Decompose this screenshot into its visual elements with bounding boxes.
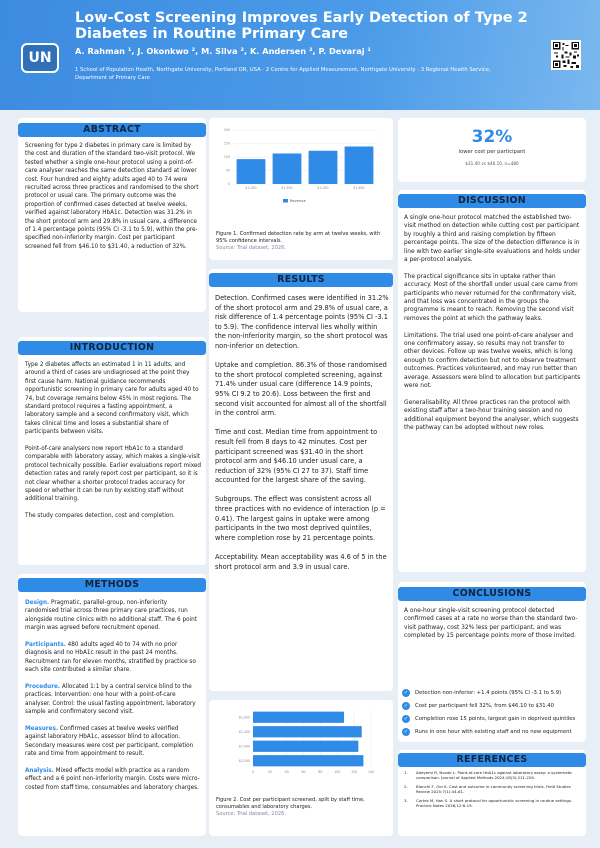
bar [253,755,363,766]
results-heading: RESULTS [209,273,393,287]
poster-header [0,0,600,110]
y-tick-label: 50 [225,168,230,173]
x-tick-label: 60 [301,770,306,774]
figure1-chart [213,120,389,228]
reference-number: 2. [404,783,408,789]
check-icon: ✓ [403,690,409,696]
x-tick-label: 0 [251,770,255,774]
methods-label: Analysis. [25,768,54,775]
methods-label: Measures. [25,726,58,733]
reference-number: 1. [404,770,408,775]
methods-item-text: Pragmatic, parallel-group, non-inferiority randomised trial across three primary care practices, run alongside routine clinics with no additional staff. The 6 point margin was agreed before recruitment opened. [25,600,197,632]
reference-item [404,770,582,780]
y-tick-label: 0 [227,182,230,187]
methods-item [25,725,201,759]
results-paragraph: Acceptability. Mean acceptability was 4.6 of 5 in the short protocol arm and 3.9 in usual care. [215,553,387,571]
takeaway-text: Cost per participant fell 32%, from $46.10 to $31.40 [415,703,555,709]
conclusions-heading: CONCLUSIONS [398,587,586,601]
abstract-heading: ABSTRACT [18,123,206,137]
y-tick-label: 150 [223,141,230,146]
references-list [404,770,582,811]
x-tick-label: 100 [334,770,341,774]
author-list: A. Rahman ¹, J. Okonkwo ², M. Silva ³, K. Andersen ², P. Devaraj ¹ [75,46,371,56]
bar [309,151,338,184]
discussion-heading: DISCUSSION [398,194,586,208]
bar [345,146,374,184]
reference-item [404,784,582,794]
y-tick-label: 200 [223,128,230,133]
takeaway-text: Completion rose 15 points, largest gain in deprived quintiles [415,716,576,722]
takeaway-text: Detection non-inferior: +1.4 points (95% CI -3.1 to 5.9) [415,690,562,696]
takeaway-text: Runs in one hour with existing staff and no new equipment [415,729,572,735]
bar [237,159,266,184]
reference-text: Bianchi F, Ooi K. Cost and outcome in community screening trials. Field Studies Review 2025;7(1):44-61. [416,783,571,794]
methods-item [25,641,201,675]
qr-code-icon[interactable] [551,40,581,70]
figure2-chart [213,706,389,794]
conclusions-text: A one-hour single-visit screening protocol detected confirmed cases at a rate no worse than the standard two-visit pathway, cost 32% less per participant, and was completed by 15 percentage points more of those invited. [404,608,578,640]
methods-item-text: Allocated 1:1 by a central service blind to the practices. Intervention: one hour with a point-of-care analyser. Control: the usual fasting appointment, laboratory sample and confirmatory second visit. [25,684,196,716]
methods-label: Participants. [25,642,66,649]
check-icon: ✓ [403,703,409,709]
x-tick-label: 40 [284,770,289,774]
methods-item [25,599,201,633]
bar [273,153,302,184]
methods-item-text: 480 adults aged 40 to 74 with no prior diagnosis and no HbA1c result in the past 24 months. Recruitment ran for eleven months, stratified by practice so each site contributed a similar share. [25,642,196,674]
y-tick-label: $1,400 [238,729,250,734]
key-stat-label: lower cost per participant [458,149,526,155]
methods-item-text: Mixed effects model with practice as a random effect and a 6 point non-inferiority margin. Costs were micro-costed from staff time, consumables and laboratory charges. [25,768,200,791]
figure2-caption [216,797,388,818]
figure1-caption [216,231,388,252]
figure2-source: Source: Trial dataset, 2026. [216,811,286,817]
check-icon: ✓ [403,716,409,722]
poster-title: Low-Cost Screening Improves Early Detection of Type 2 Diabetes in Routine Primary Care [75,10,528,42]
x-tick-label: $1,050 [245,186,257,190]
takeaway-item [402,689,561,697]
affiliations: 1 School of Population Health, Northgate University, Portland OR, USA · 2 Centre for Applied Measurement, Northgate University · 3 Regional Health Service, Department of Primary Care [75,67,491,81]
bar [253,741,358,752]
discussion-paragraph: A single one-hour protocol matched the established two-visit method on detection while cutting cost per participant by roughly a third and raising completion by fifteen percentage points. The size of the detection difference is in line with two earlier single-site evaluations and holds under a per-protocol analysis. [404,215,581,264]
results-paragraph: Uptake and completion. 86.3% of those randomised to the short protocol completed screening, against 71.4% under usual care (difference 14.9 points, 95% CI 9.2 to 20.6). Loss between the first and second visit accounted for almost all of the shortfall in the control arm. [215,361,387,418]
figure1-source: Source: Trial dataset, 2026. [216,245,286,251]
discussion-paragraph: The practical significance sits in uptake rather than accuracy. Most of the shortfall under usual care came from participants who never returned for the confirmatory visit, and that loss was concentrated in the groups the programme is meant to reach. Removing the second visit removes the point at which the pathway leaks. [404,273,578,322]
reference-number: 3. [404,797,408,803]
y-tick-label: $7,000 [238,744,250,749]
check-icon: ✓ [403,729,409,735]
results-paragraph: Subgroups. The effect was consistent across all three practices with no evidence of interaction (p = 0.41). The largest gains in uptake were among participants in the two most deprived quintiles, where completion rose by 21 percentage points. [215,495,386,542]
introduction-text [25,361,201,529]
methods-text [25,599,201,801]
results-paragraph: Time and cost. Median time from appointment to result fell from 8 days to 42 minutes. Cost per participant screened was $31.40 in the short protocol arm and $46.10 under usual care, a reduction of 32% (95% CI 27 to 37). Staff time accounted for the largest share of the saving. [215,428,378,485]
university-logo: UN [21,43,59,73]
methods-label: Procedure. [25,684,61,691]
y-tick-label: $1,000 [238,715,250,720]
results-text [215,294,389,582]
x-tick-label: $1,550 [281,186,293,190]
figure1-caption-text: Figure 1. Confirmed detection rate by arm at twelve weeks, with 95% confidence intervals. [216,231,381,244]
y-tick-label: $2,500 [238,758,250,763]
methods-heading: METHODS [18,578,206,592]
x-tick-label: 120 [351,770,358,774]
reference-text: Adeyemi R, Novak L. Point-of-care HbA1c against laboratory assay: a systematic comparison. Journal of Applied Methods 2024;18(3):211-229. [416,770,573,781]
x-tick-label: $1,050 [317,186,329,190]
discussion-paragraph: Generalisability. All three practices ran the protocol with existing staff after a two-hour training session and no additional equipment beyond the analyser, which suggests the pathway can be adopted without new roles. [404,399,579,432]
discussion-paragraph: Limitations. The trial used one point-of-care analyser and one confirmatory assay, so results may not transfer to other devices. Follow up was twelve weeks, which is long enough to confirm detection but not to observe treatment outcomes. Practices volunteered, and may run better than average. Assessors were blind to allocation but participants were not. [404,332,581,390]
legend-swatch [283,199,288,203]
bar [253,712,344,723]
methods-item-text: Confirmed cases at twelve weeks verified against laboratory HbA1c, assessor blind to allocation. Secondary measures were cost per participant, completion rate and time from appointment to result. [25,726,194,758]
x-tick-label: 20 [267,770,272,774]
x-tick-label: 80 [318,770,323,774]
legend-label: Revenue [290,199,306,204]
discussion-text [404,214,581,441]
methods-item [25,683,201,717]
key-stat-panel [398,118,586,182]
bar [253,726,362,737]
takeaway-item [402,715,575,723]
references-heading: REFERENCES [398,753,586,767]
intro-paragraph: Point-of-care analysers now report HbA1c to a standard comparable with laboratory assay, which makes a single-visit protocol technically possible. Earlier evaluations report mixed detection rates and rarely report cost per participant, so it is not clear whether a shorter protocol trades accuracy for speed or whether it can be run by existing staff without additional training. [25,446,202,503]
methods-item [25,767,201,792]
figure2-caption-text: Figure 2. Cost per participant screened, split by staff time, consumables and laboratory charges. [216,797,365,810]
results-paragraph: Detection. Confirmed cases were identified in 31.2% of the short protocol arm and 29.8% of usual care, a risk difference of 1.4 percentage points (95% CI -3.1 to 5.9). The confidence interval lies wholly within the non-inferiority margin, so the short protocol was non-inferior on detection. [215,294,389,350]
key-stat-number: 32% [471,127,513,147]
y-tick-label: 100 [223,155,230,160]
introduction-heading: INTRODUCTION [18,341,206,355]
x-tick-label: 140 [367,770,375,774]
intro-paragraph: The study compares detection, cost and completion. [25,513,175,520]
intro-paragraph: Type 2 diabetes affects an estimated 1 in 11 adults, and around a third of cases are undiagnosed at the point they first cause harm. National guidance recommends opportunistic screening in primary care for adults aged 40 to 74, but coverage remains below 45% in most regions. The standard protocol requires a fasting appointment, a laboratory sample and a second confirmatory visit, which takes clinical time and loses a substantial share of participants between visits. [25,362,199,436]
x-tick-label: $1,650 [353,186,365,190]
key-stat-subtext: $31.40 vs $46.10, n=480 [465,161,519,166]
takeaway-item [402,728,572,736]
reference-item [404,798,582,808]
reference-text: Cortez M, Han S. A short protocol for opportunistic screening in routine settings. Practice Notes 2026;12:8-19. [416,797,573,808]
abstract-text: Screening for type 2 diabetes in primary care is limited by the cost and duration of the standard two-visit protocol. We tested whether a single one-hour protocol using a point-of-care analyser reaches the same detection standard at lower cost. Four hundred and eighty adults aged 40 to 74 were recruited across three practices and randomised to the short protocol or usual care. The primary outcome was the proportion of confirmed cases detected at twelve weeks, verified against laboratory HbA1c. Detection was 31.2% in the short protocol arm and 29.8% in usual care, a difference of 1.4 percentage points (95% CI -3.1 to 5.9), within the pre-specified non-inferiority margin. Cost per participant screened fell from $46.10 to $31.40, a reduction of 32%. [25,143,199,250]
methods-label: Design. [25,600,50,606]
takeaway-item [402,702,554,710]
